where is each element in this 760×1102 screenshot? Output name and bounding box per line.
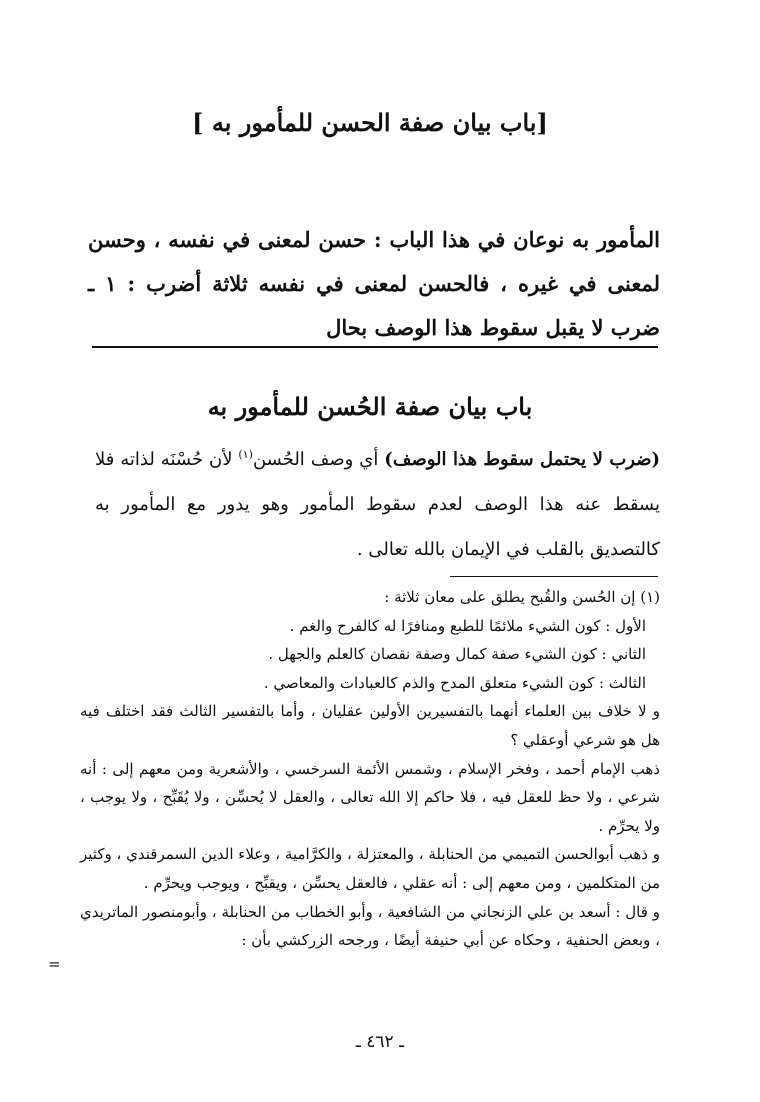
footnote-line: و ذهب أبوالحسن التميمي من الحنابلة ، والمعتزلة ، والكرَّامية ، وعلاء الدين السمرقندي ، وكثير من المتكلمين ، ومن معهم إلى : أنه عقلي ، فالعقل يحسِّن ، ويقبِّح ، ويوجب ويحرِّم . [80,845,660,892]
footnotes [80,583,660,955]
footnote-line: (١) إن الحُسن والقُبح يطلق على معان ثلاثة : [384,588,660,606]
sharh-chapter-title: باب بيان صفة الحُسن للمأمور به [207,392,533,421]
matn-text: المأمور به نوعان في هذا الباب : حسن لمعنى في نفسه ، وحسن لمعنى في غيره ، فالحسن لمعنى في نفسه ثلاثة أضرب : ١ ـ ضرب لا يقبل سقوط هذا الوصف بحال [88,227,660,340]
footnote-divider [450,576,658,577]
footnote-line: الأول : كون الشيء ملائمًا للطبع ومنافرًا له كالفرح والغم . [289,616,646,635]
footnote-line: و قال : أسعد بن علي الزنجاني من الشافعية ، وأبو الخطاب من الحنابلة ، وأبومنصور الماتريدي ، وبعض الحنفية ، وحكاه عن أبي حنيفة أيضًا ، ورجحه الزركشي بأن : [80,902,660,950]
sharh-part2: لأن حُسْنَه لذاته فلا يسقط عنه هذا الوصف لعدم سقوط المأمور وهو يدور مع المأمور به كالتصديق بالقلب في الإيمان بالله تعالى . [95,449,660,560]
sharh-quote: (ضرب لا يحتمل سقوط هذا الوصف) [384,449,661,470]
page-number: ـ ٤٦٢ ـ [355,1032,405,1052]
sharh-text [95,432,660,572]
matn-chapter-title: [باب بيان صفة الحسن للمأمور به ] [192,108,548,137]
sharh-part1: أي وصف الحُسن [252,449,385,470]
footnote-line: و لا خلاف بين العلماء أنهما بالتفسيرين الأولين عقليان ، وأما بالتفسير الثالث فقد اختلف فيه هل هو شرعي أوعقلي ؟ [80,702,660,749]
footnote-line: الثالث : كون الشيء متعلق المدح والذم كالعبادات والمعاصي . [263,673,646,692]
footnote-line: الثاني : كون الشيء صفة كمال وصفة نقصان كالعلم والجهل . [268,645,646,664]
continuation-mark: = [48,955,61,973]
footnote-reference: (١) [238,448,253,461]
footnote-line: ذهب الإمام أحمد ، وفخر الإسلام ، وشمس الأئمة السرخسي ، والأشعرية ومن معهم إلى : أنه شرعي ، ولا حظ للعقل فيه ، فلا حاكم إلا الله تعالى ، والعقل لا يُحسِّن ، ولا يُقَبِّح ، ولا يوجب ، ولا يحرِّم . [80,759,660,835]
matn-divider [92,346,658,348]
